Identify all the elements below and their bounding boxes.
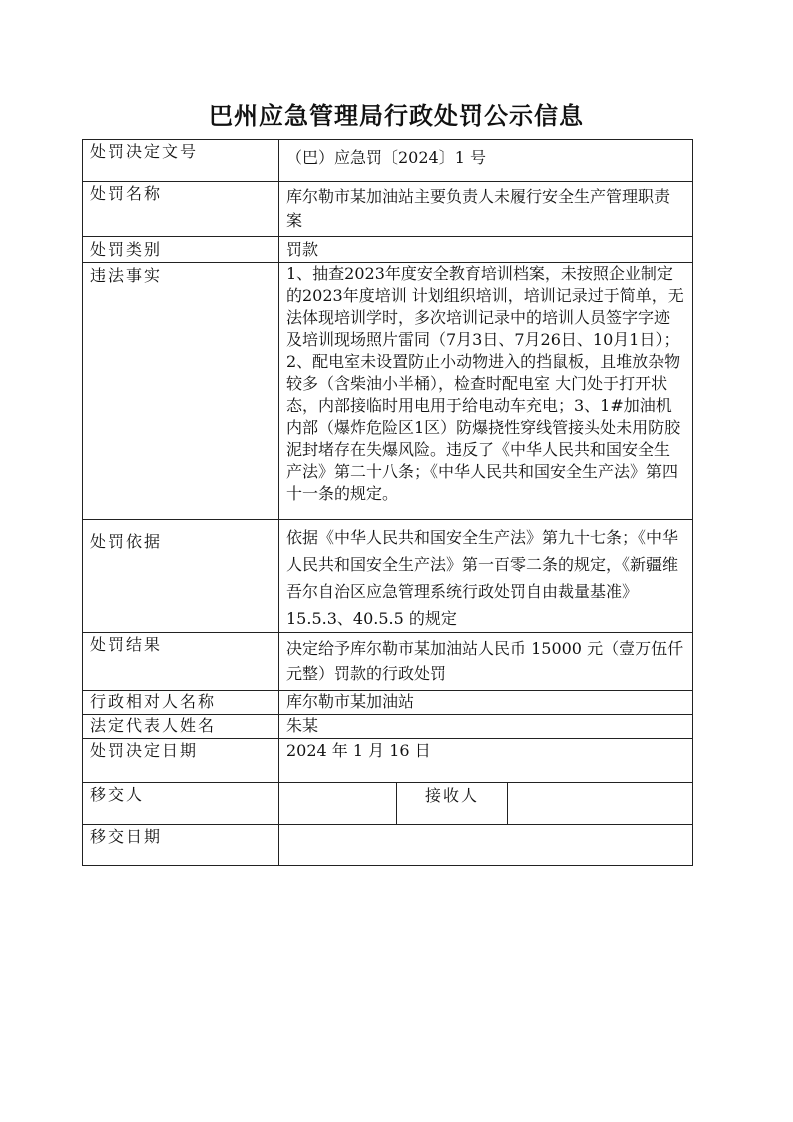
legal-rep-label: 法定代表人姓名 [83,715,279,739]
row-result [83,633,693,691]
sender-value [279,783,397,825]
decision-date-label: 处罚决定日期 [83,739,279,783]
sender-label: 移交人 [83,783,279,825]
legal-rep-value: 朱某 [279,715,693,739]
result-value: 决定给予库尔勒市某加油站人民币 15000 元（壹万伍仟元整）罚款的行政处罚 [279,633,693,691]
row-handover [83,783,693,825]
row-handover-date [83,825,693,866]
row-category [83,237,693,263]
decision-no-label: 处罚决定文号 [83,140,279,182]
facts-value: 1、抽查2023年度安全教育培训档案，未按照企业制定的2023年度培训 计划组织培训，培训记录过于简单，无法体现培训学时，多次培训记录中的培训人员签字字迹 及培训现场照片雷同（7月3日、7月26日、10月1日）；2、配电室未设置防止小动物进入的挡鼠板，且堆放杂物较多（含柴油小半桶），检查时配电室 大门处于打开状态，内部接临时用电用于给电动车充电；3、1#加油机内部（爆炸危险区1区）防爆挠性穿线管接头处未用防胶泥封堵存在失爆风险。违反了《中华人民共和国安全生产法》第二十八条；《中华人民共和国安全生产法》第四十一条的规定。 [279,263,693,520]
case-name-value: 库尔勒市某加油站主要负责人未履行安全生产管理职责案 [279,182,693,237]
facts-label: 违法事实 [83,263,279,520]
party-label: 行政相对人名称 [83,691,279,715]
party-value: 库尔勒市某加油站 [279,691,693,715]
result-label: 处罚结果 [83,633,279,691]
category-label: 处罚类别 [83,237,279,263]
row-legal-rep [83,715,693,739]
category-value: 罚款 [279,237,693,263]
row-basis [83,520,693,633]
row-decision-no [83,140,693,182]
case-name-label: 处罚名称 [83,182,279,237]
handover-date-value [279,825,693,866]
receiver-label: 接收人 [397,783,508,825]
basis-value: 依据《中华人民共和国安全生产法》第九十七条；《中华人民共和国安全生产法》第一百零二条的规定，《新疆维吾尔自治区应急管理系统行政处罚自由裁量基准》15.5.3、40.5.5 的规定 [279,520,693,633]
decision-date-value: 2024 年 1 月 16 日 [279,739,693,783]
row-party [83,691,693,715]
decision-no-value: （巴）应急罚〔2024〕1 号 [279,140,693,182]
handover-date-label: 移交日期 [83,825,279,866]
receiver-value [508,783,693,825]
basis-label: 处罚依据 [83,520,279,633]
document-title: 巴州应急管理局行政处罚公示信息 [209,101,584,130]
row-decision-date [83,739,693,783]
penalty-info-table [82,139,693,866]
row-case-name [83,182,693,237]
row-facts [83,263,693,520]
